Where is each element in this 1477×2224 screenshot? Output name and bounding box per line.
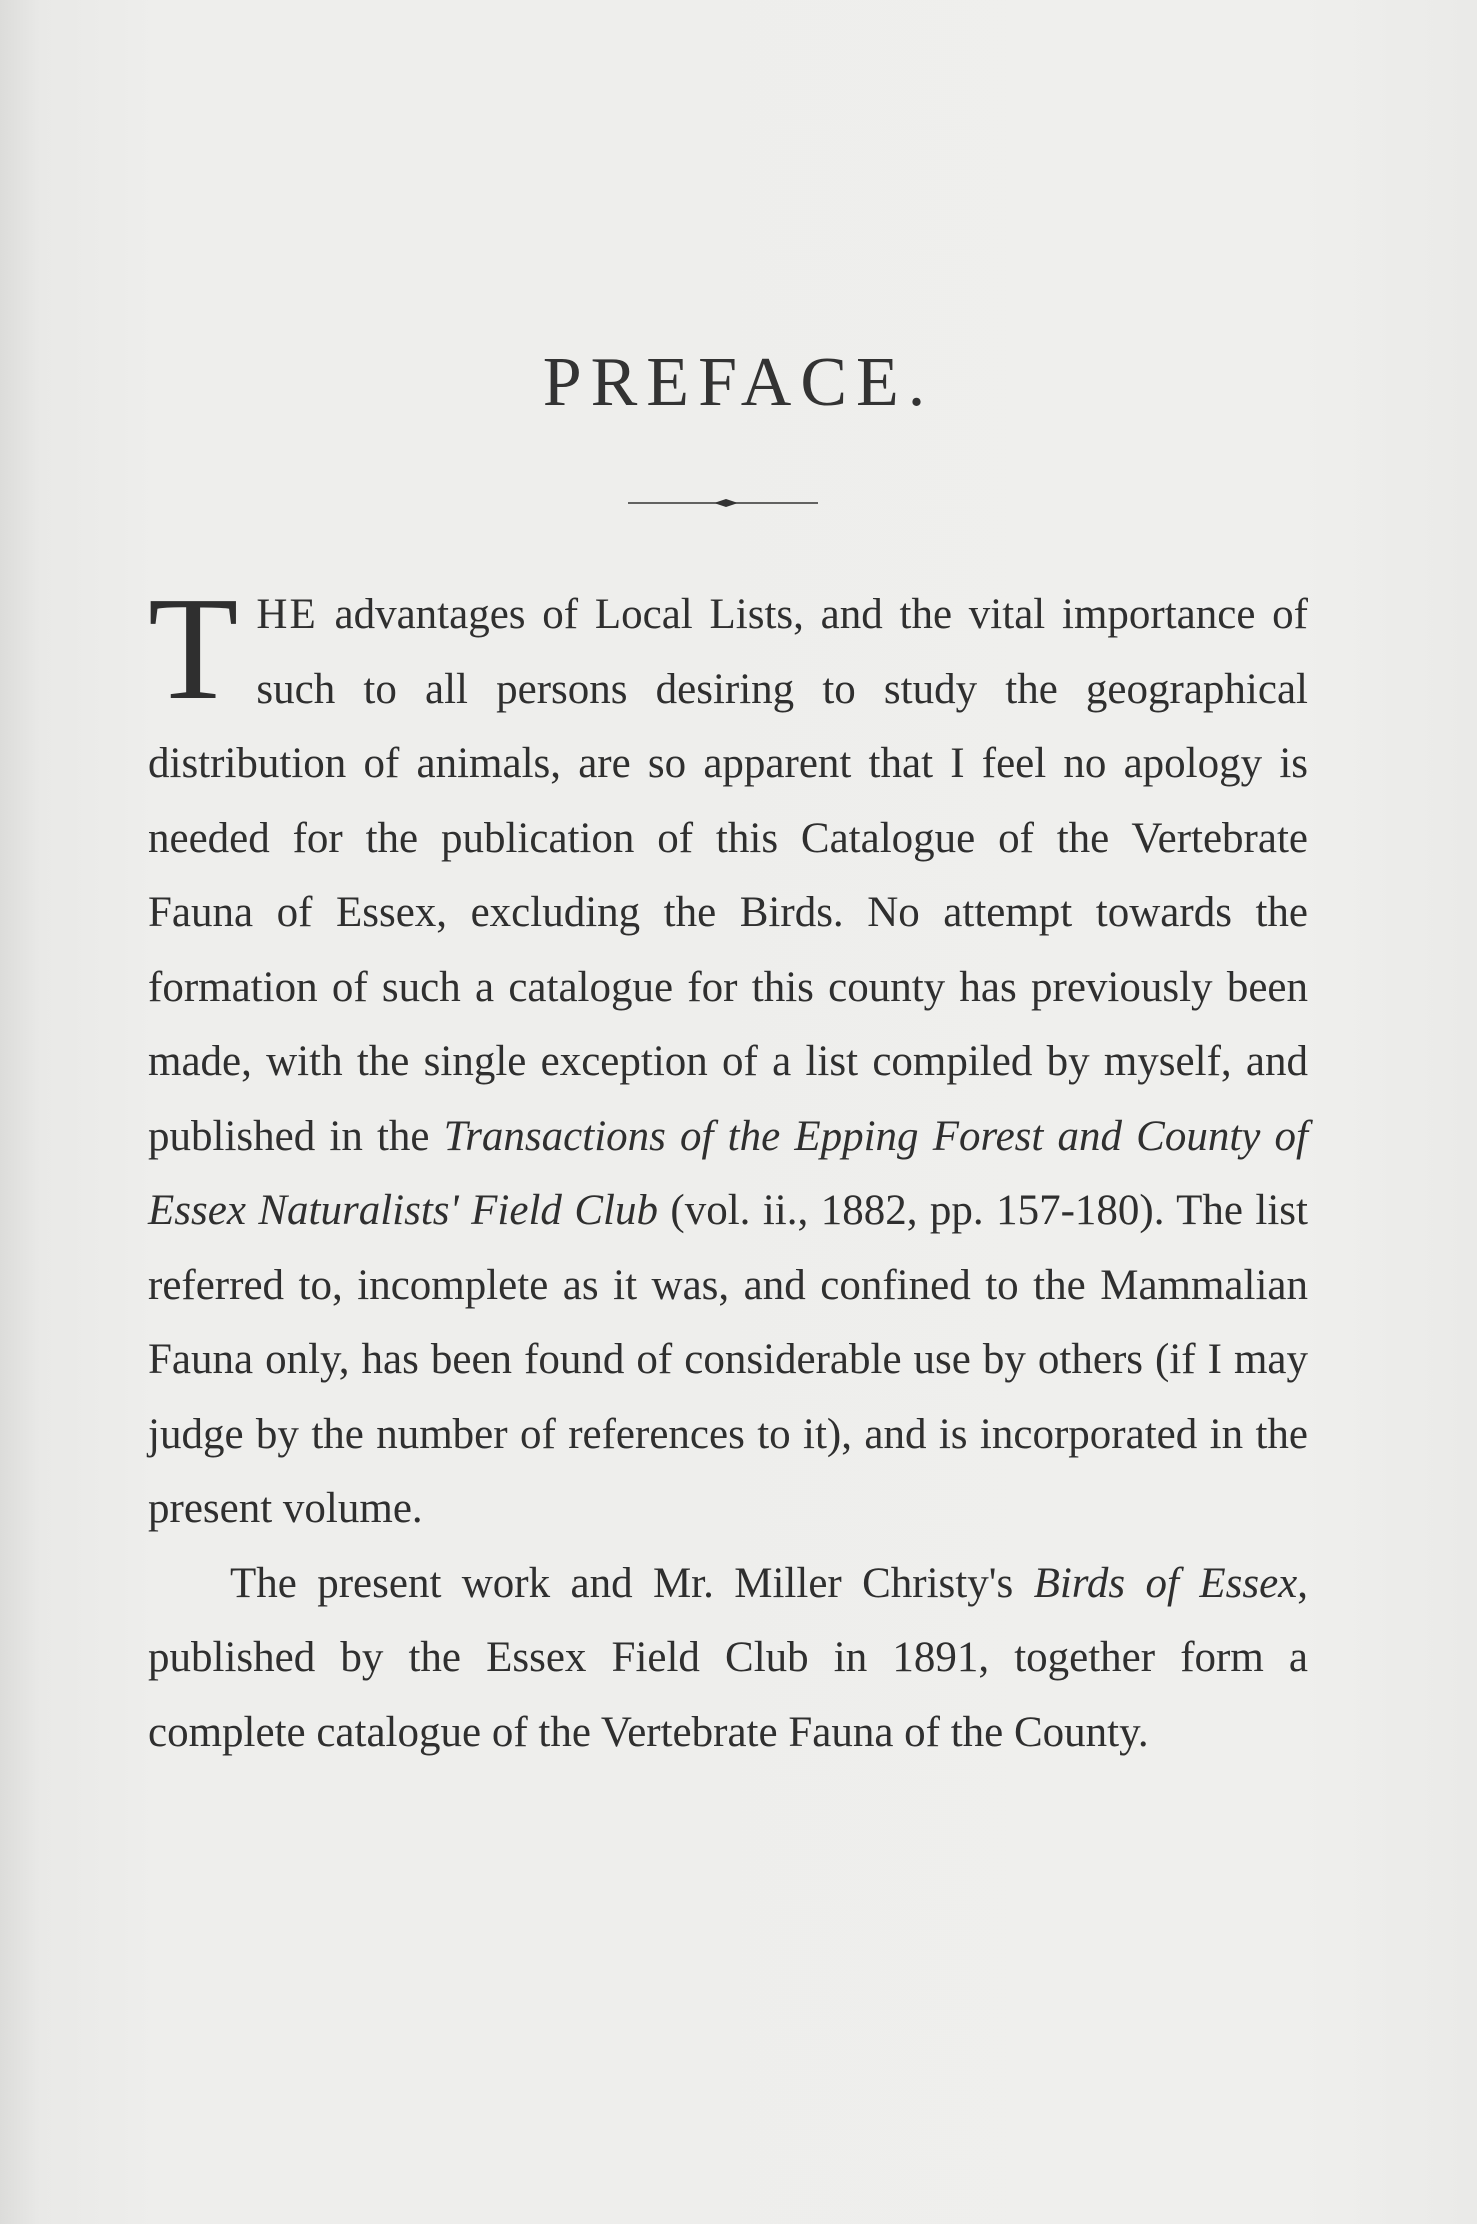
text-segment: The present work and Mr. Miller Christy's: [230, 1559, 1034, 1607]
text-segment: (vol. ii., 1882, pp. 157-180). The list referred to, incomplete as it was, and confined to the Mammalian Fauna only, has been found of considerable use by others (if I may judge by the number of references to it), and is incorporated in the present volume.: [148, 1187, 1308, 1532]
preface-text: [148, 567, 1309, 1770]
paragraph-2: [148, 1547, 1308, 1771]
journal-title: Transactions of the Epping Forest and County of Essex Naturalists' Field Club: [148, 1112, 1308, 1234]
drop-cap: T: [148, 567, 239, 731]
book-title: Birds of Essex: [1033, 1559, 1298, 1607]
paragraph-1: [148, 567, 1308, 1547]
page-title: PREFACE.: [542, 344, 935, 421]
text-segment: advantages of Local Lists, and the vital importance of such to all persons desiring to study the geographical distribution of animals, are so apparent that I feel no apology is needed for the publication of this Catalogue of the Vertebrate Fauna of Essex, excluding the Birds. No attempt towards the formation of such a catalogue for this county has previously been made, with the single exception of a list compiled by myself, and published in the: [148, 591, 1308, 1160]
text-segment: , published by the Essex Field Club in 1891, together form a complete catalogue of the Vertebrate Fauna of the County.: [148, 1559, 1309, 1756]
lead-word: HE: [256, 591, 318, 638]
ornament-rule: [628, 498, 818, 508]
